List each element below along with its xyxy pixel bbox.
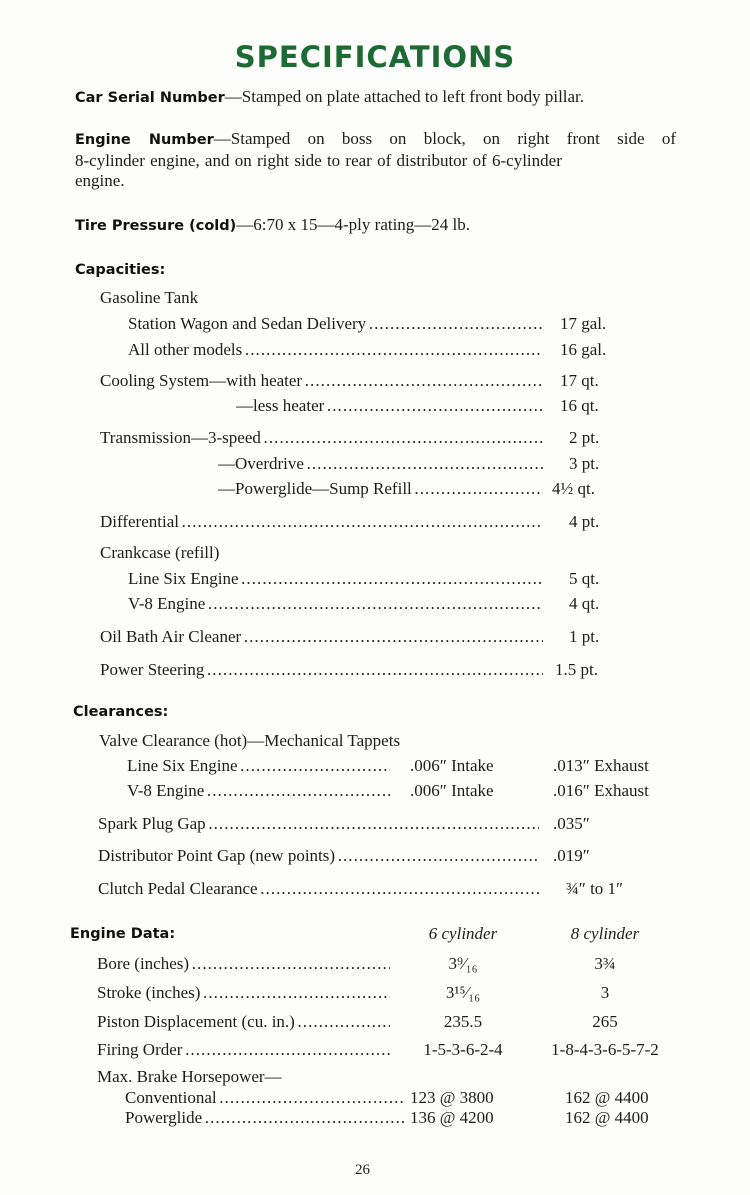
cooling-heater-label: Cooling System—with heater . . .	[100, 370, 543, 392]
text: —Stamped on boss on block, on right front side of	[213, 129, 676, 148]
max-horsepower: Max. Brake Horsepower—	[97, 1067, 282, 1086]
label: Car Serial Number	[75, 90, 225, 106]
conventional-label: Conventional . . .	[125, 1087, 405, 1109]
page-number: 26	[355, 1162, 370, 1178]
displacement-8: 265	[592, 1012, 618, 1031]
trans-overdrive-label: —Overdrive . . .	[218, 453, 543, 475]
station-wagon-value: 17 gal.	[560, 314, 607, 333]
col-8-cylinder: 8 cylinder	[570, 924, 640, 943]
valve-v8-intake: .006″ Intake	[410, 781, 494, 800]
col-6-cylinder: 6 cylinder	[428, 924, 498, 943]
bore-6: 3⁹⁄₁₆	[448, 954, 478, 973]
firing-6: 1-5-3-6-2-4	[423, 1040, 503, 1059]
differential-value: 4 pt.	[569, 512, 600, 531]
trans-3speed-label: Transmission—3-speed . . .	[100, 427, 543, 449]
displacement-6: 235.5	[443, 1012, 483, 1031]
spark-plug-value: .035″	[553, 814, 590, 833]
crank-six-label: Line Six Engine . . .	[128, 568, 543, 590]
valve-v8-label: V-8 Engine . . .	[127, 780, 390, 802]
distributor-value: .019″	[553, 846, 590, 865]
engine-number	[75, 128, 676, 151]
valve-clearance: Valve Clearance (hot)—Mechanical Tappets	[99, 731, 401, 750]
valve-six-exhaust: .013″ Exhaust	[553, 756, 649, 775]
firing-label: Firing Order . . .	[97, 1039, 390, 1061]
clutch-label: Clutch Pedal Clearance . . .	[98, 878, 539, 900]
clutch-value: ¾″ to 1″	[566, 879, 624, 898]
stroke-8: 3	[600, 983, 610, 1002]
other-models-value: 16 gal.	[560, 340, 607, 359]
trans-overdrive-value: 3 pt.	[569, 454, 600, 473]
crank-six-value: 5 qt.	[569, 569, 600, 588]
trans-powerglide-label: —Powerglide—Sump Refill . . .	[218, 478, 543, 500]
valve-six-label: Line Six Engine . . .	[127, 755, 390, 777]
distributor-label: Distributor Point Gap (new points) . . .	[98, 845, 539, 867]
firing-8: 1-8-4-3-6-5-7-2	[551, 1040, 659, 1059]
valve-six-intake: .006″ Intake	[410, 756, 494, 775]
crank-v8-value: 4 qt.	[569, 594, 600, 613]
power-steering-value: 1.5 pt.	[555, 660, 598, 679]
trans-3speed-value: 2 pt.	[569, 428, 600, 447]
air-cleaner-value: 1 pt.	[569, 627, 600, 646]
spark-plug-label: Spark Plug Gap . . .	[98, 813, 539, 835]
powerglide-label: Powerglide . . .	[125, 1107, 405, 1129]
other-models-label: All other models . . .	[128, 339, 543, 361]
text: —Stamped on plate attached to left front body pillar.	[224, 87, 585, 106]
station-wagon-label: Station Wagon and Sedan Delivery . . .	[128, 313, 543, 335]
engine-data-heading: Engine Data:	[70, 926, 176, 942]
clearances-heading: Clearances:	[73, 704, 169, 720]
valve-v8-exhaust: .016″ Exhaust	[553, 781, 649, 800]
differential-label: Differential . . .	[100, 511, 543, 533]
engine-number-line3: engine.	[75, 171, 125, 190]
displacement-label: Piston Displacement (cu. in.) . . .	[97, 1011, 390, 1033]
gasoline-tank: Gasoline Tank	[100, 288, 199, 307]
crank-v8-label: V-8 Engine . . .	[128, 593, 543, 615]
powerglide-8: 162 @ 4400	[565, 1108, 649, 1127]
capacities-heading: Capacities:	[75, 262, 166, 278]
conventional-8: 162 @ 4400	[565, 1088, 649, 1107]
car-serial-number	[75, 86, 584, 109]
engine-number-line2: 8-cylinder engine, and on right side to rear of distributor of 6-cylinder	[75, 151, 562, 170]
trans-powerglide-value: 4½ qt.	[552, 479, 595, 498]
stroke-label: Stroke (inches) . . .	[97, 982, 390, 1004]
page-title: SPECIFICATIONS	[234, 40, 516, 74]
air-cleaner-label: Oil Bath Air Cleaner . . .	[100, 626, 543, 648]
label: Engine Number	[75, 132, 214, 148]
conventional-6: 123 @ 3800	[410, 1088, 494, 1107]
text: —6:70 x 15—4-ply rating—24 lb.	[236, 215, 471, 234]
cooling-heater-value: 17 qt.	[560, 371, 599, 390]
cooling-less-label: —less heater . . .	[236, 395, 543, 417]
bore-8: 3¾	[594, 954, 616, 973]
crankcase: Crankcase (refill)	[100, 543, 220, 562]
bore-label: Bore (inches) . . .	[97, 953, 390, 975]
cooling-less-value: 16 qt.	[560, 396, 599, 415]
stroke-6: 3¹⁵⁄₁₆	[445, 983, 481, 1002]
label: Tire Pressure (cold)	[75, 218, 237, 234]
power-steering-label: Power Steering . . .	[100, 659, 543, 681]
powerglide-6: 136 @ 4200	[410, 1108, 494, 1127]
tire-pressure	[75, 214, 470, 237]
